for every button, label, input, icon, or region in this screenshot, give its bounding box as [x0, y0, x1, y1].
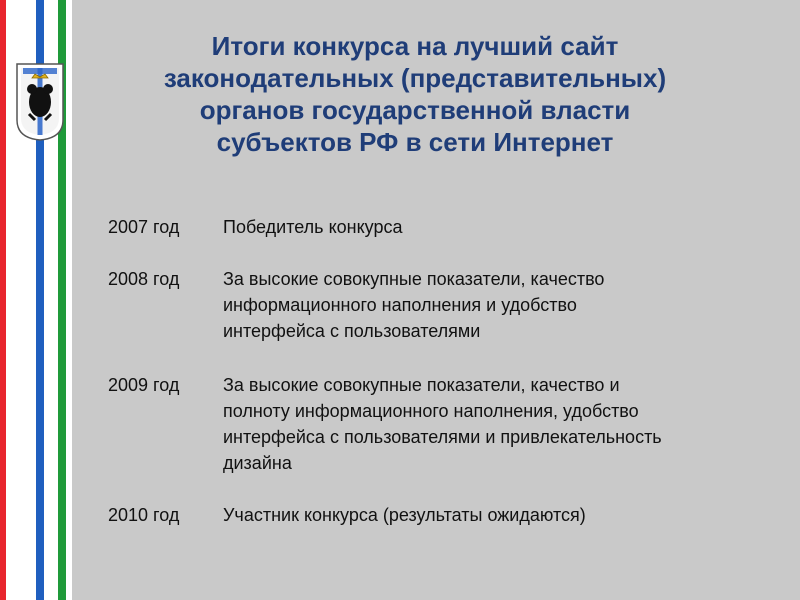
- title-line: органов государственной власти: [199, 95, 631, 125]
- title-line: субъектов РФ в сети Интернет: [216, 127, 614, 157]
- title-line: Итоги конкурса на лучший сайт: [211, 31, 619, 61]
- description-line: полноту информационного наполнения, удобство: [223, 401, 639, 421]
- result-row-2009: [108, 372, 788, 476]
- result-description: [223, 266, 783, 344]
- result-year: 2010 год: [108, 505, 180, 525]
- result-year: 2009 год: [108, 375, 180, 395]
- result-year: 2007 год: [108, 217, 180, 237]
- result-year: 2008 год: [108, 269, 180, 289]
- description-line: За высокие совокупные показатели, качество и: [223, 375, 620, 395]
- coat-of-arms-icon: [15, 62, 65, 142]
- result-description: [223, 372, 783, 476]
- result-row-2008: [108, 266, 788, 344]
- title-line: законодательных (представительных): [163, 63, 667, 93]
- description-line: дизайна: [223, 453, 292, 473]
- description-line: интерфейса с пользователями: [223, 321, 481, 341]
- results-list: [108, 214, 788, 528]
- result-row-2007: [108, 214, 788, 240]
- result-description: [223, 214, 783, 240]
- description-line: Участник конкурса (результаты ожидаются): [223, 505, 586, 525]
- description-line: интерфейса с пользователями и привлекательность: [223, 427, 662, 447]
- description-line: За высокие совокупные показатели, качество: [223, 269, 605, 289]
- result-description: [223, 502, 783, 528]
- description-line: информационного наполнения и удобство: [223, 295, 577, 315]
- page-title: [95, 30, 735, 158]
- stripe-white: [66, 0, 72, 600]
- description-line: Победитель конкурса: [223, 217, 403, 237]
- result-row-2010: [108, 502, 788, 528]
